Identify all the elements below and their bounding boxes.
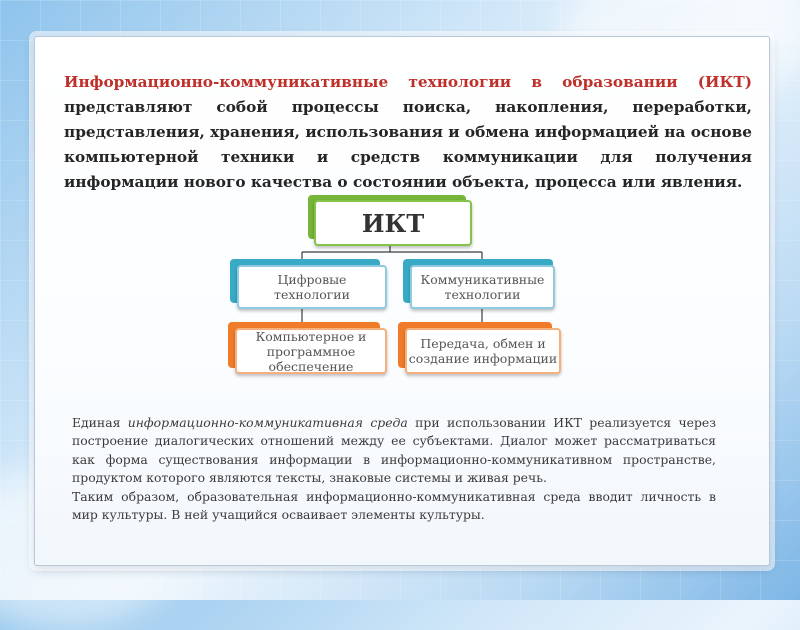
bottom-paragraph-1	[72, 414, 716, 488]
branch-node-communicative: Коммуникативные технологии	[410, 265, 555, 309]
root-node-ikt: ИКТ	[314, 200, 472, 246]
bottom-p1-rest: при использовании ИКТ реализуется через построение диалогических отношений между ее субъектами. Диалог может рассматриваться как форма существования информации в информационно-коммуникативном пространстве, продуктом которого являются тексты, знаковые системы и живая речь.	[72, 415, 717, 486]
bottom-p1-start: Единая	[72, 415, 128, 430]
leaf-node-software: Компьютерное и программное обеспечение	[235, 328, 387, 374]
intro-lead-term: Информационно-коммуникативные технологии в образовании (ИКТ)	[64, 73, 752, 91]
leaf-node-exchange: Передача, обмен и создание информации	[405, 328, 561, 374]
branch-node-digital: Цифровые технологии	[237, 265, 387, 309]
intro-definition: представляют собой процессы поиска, накопления, переработки, представления, хранения, использования и обмена информацией на основе компьютерной техники и средств коммуникации для получения информации нового качества о состоянии объекта, процесса или явления.	[64, 98, 752, 191]
bottom-paragraph-2: Таким образом, образовательная информационно-коммуникативная среда вводит личность в мир культуры. В ней учащийся осваивает элементы культуры.	[72, 488, 716, 523]
bottom-p1-emphasis: информационно-коммуникативная среда	[127, 415, 408, 430]
bottom-text	[72, 414, 716, 524]
intro-paragraph	[64, 70, 752, 195]
